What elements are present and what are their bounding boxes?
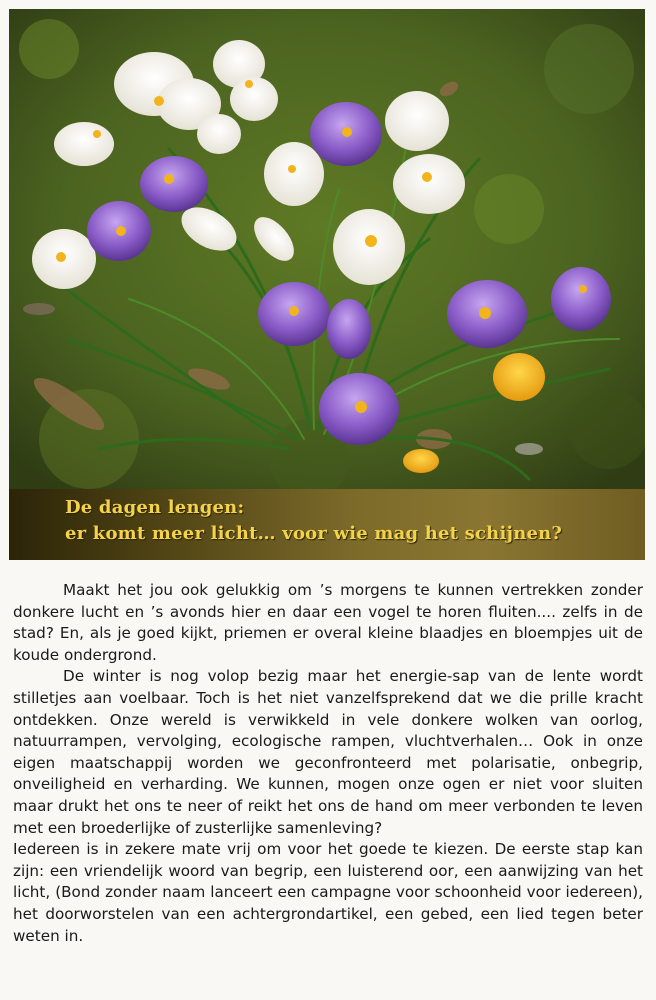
article-paragraph-3: Iedereen is in zekere mate vrij om voor het goede te kiezen. De eerste stap kan zijn: een vriendelijk woord van begrip, een luisterend oor, een aanwijzing van het licht, (Bond zonder naam lanceert een campagne voor schoonheid voor iedereen), het doorworstelen van een achtergrondartikel, een gebed, een lied tegen beter weten in.: [13, 840, 643, 945]
article-body: [13, 580, 643, 947]
article-paragraph-2: De winter is nog volop bezig maar het energie-sap van de lente wordt stilletjes aan voelbaar. Toch is het niet vanzelfsprekend dat we die prille kracht ontdekken. Onze wereld is verwikkeld in vele donkere wolken van oorlog, natuurrampen, vervolging, ecologische rampen, vluchtverhalen… Ook in onze eigen maatschappij worden we geconfronteerd met polarisatie, onbegrip, onveiligheid en verharding. We kunnen, mogen onze ogen er niet voor sluiten maar drukt het ons te neer of reikt het ons de hand om meer verbonden te leven met een broederlijke of zusterlijke samenleving?: [13, 667, 643, 837]
headline-banner: [9, 489, 645, 560]
headline-line-1: De dagen lengen:: [65, 497, 245, 518]
crocus-flowers-icon: [9, 9, 645, 489]
headline-line-2: er komt meer licht… voor wie mag het schijnen?: [65, 523, 563, 544]
article-paragraph-1: Maakt het jou ook gelukkig om ’s morgens te kunnen vertrekken zonder donkere lucht en ’s avonds hier en daar een vogel te horen fluiten.... zelfs in de stad? En, als je goed kijkt, priemen er overal kleine blaadjes en bloempjes uit de koude ondergrond.: [13, 581, 643, 664]
crocus-photo: [9, 9, 645, 489]
